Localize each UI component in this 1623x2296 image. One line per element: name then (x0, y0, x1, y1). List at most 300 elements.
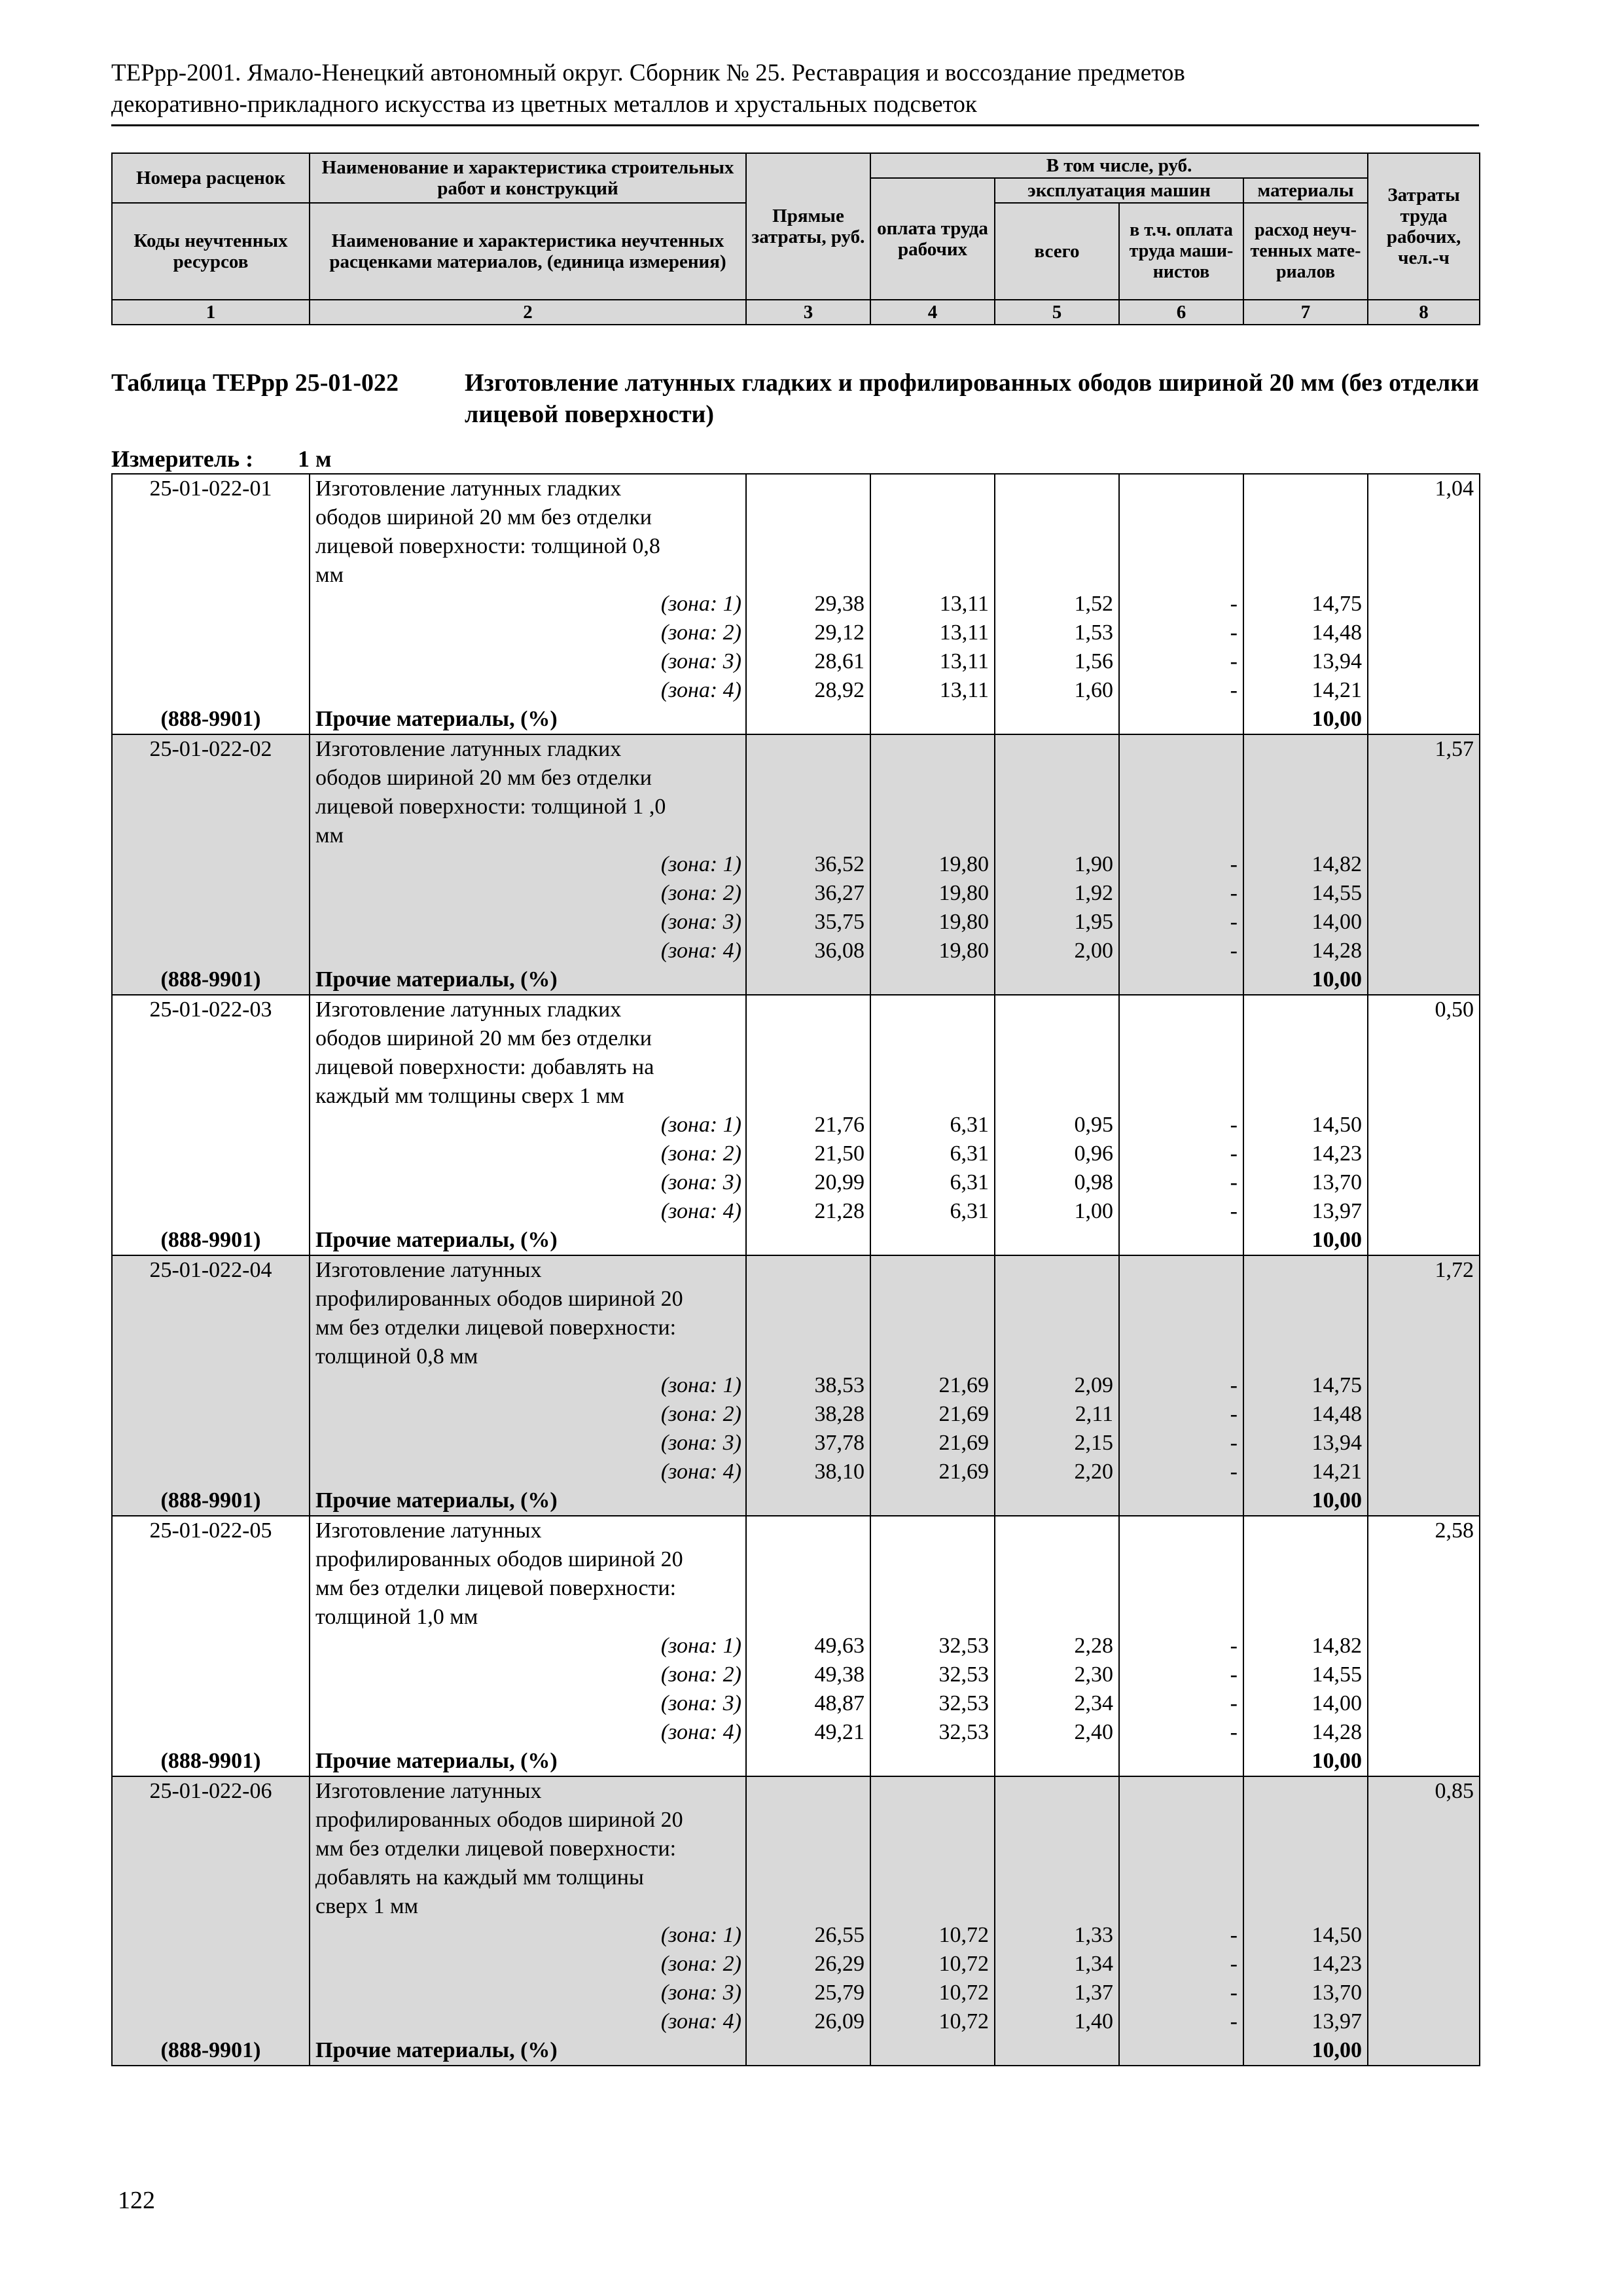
empty-cell (995, 2036, 1119, 2066)
empty-cell (995, 1053, 1119, 1082)
empty-cell (995, 1255, 1119, 1285)
materials-cost: 14,28 (1243, 1718, 1368, 1747)
direct-cost: 20,99 (746, 1168, 870, 1197)
empty-cell (1368, 1458, 1480, 1486)
zone-label: (зона: 2) (310, 879, 746, 908)
empty-cell (112, 1545, 310, 1574)
materials-cost: 14,75 (1243, 1371, 1368, 1400)
col-materials: материалы (1243, 178, 1368, 203)
other-materials-label: Прочие материалы, (%) (310, 705, 746, 734)
table-row (112, 647, 1480, 676)
table-row (112, 532, 1480, 561)
table-row (112, 1197, 1480, 1226)
empty-cell (1119, 793, 1243, 821)
empty-cell (112, 1400, 310, 1429)
machinist-wages: - (1119, 1371, 1243, 1400)
column-number: 8 (1368, 300, 1480, 325)
table-row (112, 1574, 1480, 1603)
machines-cost: 2,28 (995, 1632, 1119, 1660)
empty-cell (112, 1285, 310, 1314)
empty-cell (1368, 1197, 1480, 1226)
table-row (112, 965, 1480, 995)
empty-cell (870, 1024, 995, 1053)
empty-cell (1243, 474, 1368, 503)
rate-code: 25-01-022-06 (112, 1776, 310, 1806)
table-row (112, 850, 1480, 879)
materials-cost: 14,48 (1243, 1400, 1368, 1429)
wages-cost: 13,11 (870, 590, 995, 619)
col-materials-unaccounted: расход неуч-тенных мате-риалов (1243, 203, 1368, 300)
zone-label: (зона: 3) (310, 908, 746, 937)
table-row (112, 908, 1480, 937)
col-wages: оплата труда рабочих (870, 178, 995, 300)
empty-cell (746, 1255, 870, 1285)
empty-cell (1368, 619, 1480, 647)
table-row (112, 1314, 1480, 1342)
empty-cell (870, 1806, 995, 1835)
wages-cost: 6,31 (870, 1139, 995, 1168)
empty-cell (1368, 1574, 1480, 1603)
empty-cell (1243, 1314, 1368, 1342)
empty-cell (746, 474, 870, 503)
materials-cost: 14,28 (1243, 937, 1368, 965)
machines-cost: 2,11 (995, 1400, 1119, 1429)
direct-cost: 21,76 (746, 1111, 870, 1139)
direct-cost: 26,29 (746, 1950, 870, 1979)
zone-label: (зона: 2) (310, 1660, 746, 1689)
empty-cell (995, 1835, 1119, 1863)
empty-cell (995, 561, 1119, 590)
work-name-line: профилированных ободов шириной 20 (310, 1545, 746, 1574)
empty-cell (870, 1053, 995, 1082)
other-materials-value: 10,00 (1243, 1747, 1368, 1776)
empty-cell (995, 995, 1119, 1024)
document-header (111, 58, 1479, 120)
table-row (112, 1863, 1480, 1892)
empty-cell (746, 821, 870, 850)
table-row (112, 561, 1480, 590)
empty-cell (1119, 705, 1243, 734)
zone-label: (зона: 3) (310, 1689, 746, 1718)
machines-cost: 2,00 (995, 937, 1119, 965)
other-materials-value: 10,00 (1243, 965, 1368, 995)
col-machines: эксплуатация машин (995, 178, 1243, 203)
empty-cell (1119, 764, 1243, 793)
empty-cell (1368, 1660, 1480, 1689)
machines-cost: 1,92 (995, 879, 1119, 908)
empty-cell (746, 1024, 870, 1053)
empty-cell (1119, 1285, 1243, 1314)
materials-cost: 14,82 (1243, 1632, 1368, 1660)
empty-cell (995, 1486, 1119, 1516)
empty-cell (746, 734, 870, 764)
empty-cell (1368, 965, 1480, 995)
empty-cell (112, 1660, 310, 1689)
empty-cell (1368, 1689, 1480, 1718)
wages-cost: 6,31 (870, 1168, 995, 1197)
header-line-2: декоративно-прикладного искусства из цветных металлов и хрустальных подсветок (111, 91, 977, 118)
empty-cell (995, 1516, 1119, 1545)
empty-cell (746, 1486, 870, 1516)
table-row (112, 937, 1480, 965)
empty-cell (870, 1226, 995, 1255)
empty-cell (870, 793, 995, 821)
empty-cell (112, 1053, 310, 1082)
empty-cell (995, 1892, 1119, 1921)
resource-code: (888-9901) (112, 2036, 310, 2066)
empty-cell (1243, 1342, 1368, 1371)
table-row (112, 1718, 1480, 1747)
empty-cell (870, 1082, 995, 1111)
empty-cell (1368, 1718, 1480, 1747)
materials-cost: 13,70 (1243, 1979, 1368, 2007)
empty-cell (1368, 1139, 1480, 1168)
direct-cost: 28,92 (746, 676, 870, 705)
table-row (112, 1429, 1480, 1458)
empty-cell (1243, 1024, 1368, 1053)
empty-cell (1119, 1255, 1243, 1285)
page (111, 58, 1479, 2066)
empty-cell (1368, 793, 1480, 821)
header-line-1: ТЕРрр-2001. Ямало-Ненецкий автономный округ. Сборник № 25. Реставрация и воссоздание предметов (111, 60, 1185, 86)
materials-cost: 14,23 (1243, 1139, 1368, 1168)
table-row (112, 1776, 1480, 1806)
empty-cell (112, 1024, 310, 1053)
table-row (112, 705, 1480, 734)
wages-cost: 10,72 (870, 1979, 995, 2007)
empty-cell (1368, 1226, 1480, 1255)
empty-cell (1368, 1111, 1480, 1139)
work-name-line: сверх 1 мм (310, 1892, 746, 1921)
table-row (112, 995, 1480, 1024)
empty-cell (870, 1285, 995, 1314)
work-name-line: толщиной 0,8 мм (310, 1342, 746, 1371)
work-name-line: Изготовление латунных гладких (310, 734, 746, 764)
empty-cell (995, 793, 1119, 821)
machinist-wages: - (1119, 908, 1243, 937)
machinist-wages: - (1119, 1400, 1243, 1429)
machines-cost: 1,37 (995, 1979, 1119, 2007)
table-row (112, 1603, 1480, 1632)
empty-cell (870, 734, 995, 764)
empty-cell (112, 1168, 310, 1197)
machines-cost: 2,20 (995, 1458, 1119, 1486)
table-row (112, 1285, 1480, 1314)
empty-cell (112, 1139, 310, 1168)
empty-cell (1368, 1632, 1480, 1660)
empty-cell (1119, 1603, 1243, 1632)
empty-cell (1119, 1082, 1243, 1111)
empty-cell (995, 1024, 1119, 1053)
zone-label: (зона: 3) (310, 1168, 746, 1197)
empty-cell (995, 1226, 1119, 1255)
empty-cell (1243, 1285, 1368, 1314)
measure-label: Измеритель : (111, 446, 254, 472)
col-machines-total: всего (995, 203, 1119, 300)
empty-cell (112, 1458, 310, 1486)
table-row (112, 879, 1480, 908)
work-name-line: Изготовление латунных (310, 1516, 746, 1545)
empty-cell (1368, 1835, 1480, 1863)
empty-cell (1368, 1371, 1480, 1400)
table-row (112, 1516, 1480, 1545)
empty-cell (995, 474, 1119, 503)
empty-cell (112, 879, 310, 908)
machinist-wages: - (1119, 590, 1243, 619)
rate-code: 25-01-022-01 (112, 474, 310, 503)
table-row (112, 1458, 1480, 1486)
work-name-line: мм без отделки лицевой поверхности: (310, 1835, 746, 1863)
empty-cell (1119, 1226, 1243, 1255)
empty-cell (1368, 1979, 1480, 2007)
table-row (112, 1486, 1480, 1516)
col-machines-wages: в т.ч. оплата труда маши-нистов (1119, 203, 1243, 300)
other-materials-value: 10,00 (1243, 705, 1368, 734)
materials-cost: 13,94 (1243, 1429, 1368, 1458)
labor-cost: 1,04 (1368, 474, 1480, 503)
wages-cost: 19,80 (870, 937, 995, 965)
zone-label: (зона: 4) (310, 1718, 746, 1747)
empty-cell (1368, 1168, 1480, 1197)
wages-cost: 10,72 (870, 1921, 995, 1950)
zone-label: (зона: 2) (310, 1139, 746, 1168)
empty-cell (1119, 1863, 1243, 1892)
column-number: 2 (310, 300, 746, 325)
col-direct-costs: Прямые затраты, руб. (746, 153, 870, 300)
table-row (112, 1111, 1480, 1139)
empty-cell (870, 1892, 995, 1921)
machines-cost: 1,95 (995, 908, 1119, 937)
resource-code: (888-9901) (112, 965, 310, 995)
machinist-wages: - (1119, 647, 1243, 676)
empty-cell (1119, 1574, 1243, 1603)
empty-cell (1368, 1082, 1480, 1111)
direct-cost: 48,87 (746, 1689, 870, 1718)
empty-cell (1368, 1400, 1480, 1429)
machinist-wages: - (1119, 879, 1243, 908)
empty-cell (1119, 1516, 1243, 1545)
empty-cell (870, 1516, 995, 1545)
empty-cell (1368, 1863, 1480, 1892)
machines-cost: 1,52 (995, 590, 1119, 619)
empty-cell (112, 764, 310, 793)
machines-cost: 1,34 (995, 1950, 1119, 1979)
direct-cost: 36,52 (746, 850, 870, 879)
empty-cell (1119, 1024, 1243, 1053)
table-title-text: Изготовление латунных гладких и профилированных ободов шириной 20 мм (без отделки лицевой поверхности) (465, 369, 1479, 428)
empty-cell (746, 1226, 870, 1255)
empty-cell (112, 1603, 310, 1632)
machines-cost: 2,15 (995, 1429, 1119, 1458)
empty-cell (995, 1574, 1119, 1603)
empty-cell (1368, 821, 1480, 850)
zone-label: (зона: 1) (310, 1632, 746, 1660)
direct-cost: 25,79 (746, 1979, 870, 2007)
empty-cell (870, 561, 995, 590)
wages-cost: 13,11 (870, 676, 995, 705)
table-row (112, 1024, 1480, 1053)
materials-cost: 14,23 (1243, 1950, 1368, 1979)
machines-cost: 2,09 (995, 1371, 1119, 1400)
empty-cell (1368, 705, 1480, 734)
materials-cost: 14,55 (1243, 879, 1368, 908)
direct-cost: 49,21 (746, 1718, 870, 1747)
empty-cell (112, 647, 310, 676)
empty-cell (1243, 764, 1368, 793)
table-row (112, 1168, 1480, 1197)
labor-cost: 1,72 (1368, 1255, 1480, 1285)
empty-cell (112, 1718, 310, 1747)
empty-cell (746, 561, 870, 590)
wages-cost: 21,69 (870, 1371, 995, 1400)
work-name-line: Изготовление латунных гладких (310, 995, 746, 1024)
zone-label: (зона: 1) (310, 1111, 746, 1139)
empty-cell (112, 1979, 310, 2007)
zone-label: (зона: 4) (310, 1458, 746, 1486)
empty-cell (1368, 2036, 1480, 2066)
other-materials-value: 10,00 (1243, 2036, 1368, 2066)
empty-cell (1243, 995, 1368, 1024)
empty-cell (746, 1806, 870, 1835)
table-title (111, 367, 1479, 430)
table-row (112, 1892, 1480, 1921)
machinist-wages: - (1119, 850, 1243, 879)
machines-cost: 2,34 (995, 1689, 1119, 1718)
empty-cell (1243, 1863, 1368, 1892)
empty-cell (870, 1255, 995, 1285)
labor-cost: 2,58 (1368, 1516, 1480, 1545)
zone-label: (зона: 4) (310, 937, 746, 965)
empty-cell (870, 1747, 995, 1776)
machines-cost: 2,40 (995, 1718, 1119, 1747)
empty-cell (112, 908, 310, 937)
empty-cell (1243, 1545, 1368, 1574)
empty-cell (1368, 1285, 1480, 1314)
col-including: В том числе, руб. (870, 153, 1368, 178)
wages-cost: 19,80 (870, 908, 995, 937)
table-row (112, 1139, 1480, 1168)
table-row (112, 1747, 1480, 1776)
direct-cost: 21,28 (746, 1197, 870, 1226)
col-resource-codes: Коды неучтенных ресурсов (112, 203, 310, 300)
empty-cell (1243, 503, 1368, 532)
table-row (112, 1371, 1480, 1400)
empty-cell (112, 937, 310, 965)
empty-cell (112, 1574, 310, 1603)
table-row (112, 1632, 1480, 1660)
empty-cell (870, 995, 995, 1024)
work-name-line: Изготовление латунных (310, 1776, 746, 1806)
materials-cost: 14,50 (1243, 1111, 1368, 1139)
rate-code: 25-01-022-05 (112, 1516, 310, 1545)
empty-cell (1119, 474, 1243, 503)
zone-label: (зона: 3) (310, 1429, 746, 1458)
empty-cell (746, 532, 870, 561)
machinist-wages: - (1119, 1458, 1243, 1486)
empty-cell (1119, 532, 1243, 561)
work-name-line: мм (310, 561, 746, 590)
machinist-wages: - (1119, 1168, 1243, 1197)
work-name-line: профилированных ободов шириной 20 (310, 1806, 746, 1835)
table-row (112, 1400, 1480, 1429)
work-name-line: лицевой поверхности: толщиной 0,8 (310, 532, 746, 561)
machinist-wages: - (1119, 1689, 1243, 1718)
table-row (112, 1545, 1480, 1574)
empty-cell (870, 1574, 995, 1603)
empty-cell (746, 793, 870, 821)
empty-cell (746, 2036, 870, 2066)
work-name-line: лицевой поверхности: толщиной 1 ,0 (310, 793, 746, 821)
machines-cost: 1,40 (995, 2007, 1119, 2036)
other-materials-label: Прочие материалы, (%) (310, 1486, 746, 1516)
empty-cell (1368, 1747, 1480, 1776)
materials-cost: 13,97 (1243, 1197, 1368, 1226)
empty-cell (1119, 1892, 1243, 1921)
empty-cell (112, 1806, 310, 1835)
machinist-wages: - (1119, 937, 1243, 965)
empty-cell (995, 705, 1119, 734)
empty-cell (1368, 590, 1480, 619)
materials-cost: 14,00 (1243, 908, 1368, 937)
empty-cell (995, 1776, 1119, 1806)
resource-code: (888-9901) (112, 1747, 310, 1776)
column-number: 4 (870, 300, 995, 325)
empty-cell (746, 1285, 870, 1314)
empty-cell (746, 1603, 870, 1632)
table-number: Таблица ТЕРрр 25-01-022 (111, 369, 399, 397)
empty-cell (1243, 1053, 1368, 1082)
table-row (112, 734, 1480, 764)
empty-cell (112, 561, 310, 590)
empty-cell (870, 821, 995, 850)
column-header-table (111, 152, 1480, 325)
empty-cell (1119, 1486, 1243, 1516)
empty-cell (1119, 995, 1243, 1024)
empty-cell (1119, 2036, 1243, 2066)
table-row (112, 1979, 1480, 2007)
empty-cell (1119, 561, 1243, 590)
empty-cell (995, 1285, 1119, 1314)
empty-cell (995, 1603, 1119, 1632)
empty-cell (1119, 1747, 1243, 1776)
zone-label: (зона: 2) (310, 1950, 746, 1979)
rate-code: 25-01-022-02 (112, 734, 310, 764)
empty-cell (1368, 937, 1480, 965)
empty-cell (995, 1545, 1119, 1574)
wages-cost: 21,69 (870, 1400, 995, 1429)
empty-cell (112, 532, 310, 561)
empty-cell (1368, 1921, 1480, 1950)
work-name-line: ободов шириной 20 мм без отделки (310, 764, 746, 793)
empty-cell (112, 1082, 310, 1111)
empty-cell (870, 474, 995, 503)
machinist-wages: - (1119, 1718, 1243, 1747)
materials-cost: 14,50 (1243, 1921, 1368, 1950)
column-number: 6 (1119, 300, 1243, 325)
machinist-wages: - (1119, 2007, 1243, 2036)
empty-cell (870, 705, 995, 734)
empty-cell (870, 532, 995, 561)
empty-cell (1243, 1776, 1368, 1806)
wages-cost: 10,72 (870, 2007, 995, 2036)
empty-cell (1368, 1603, 1480, 1632)
empty-cell (1368, 1486, 1480, 1516)
column-number: 5 (995, 300, 1119, 325)
rates-body (112, 474, 1480, 2066)
direct-cost: 38,53 (746, 1371, 870, 1400)
table-row (112, 619, 1480, 647)
labor-cost: 0,85 (1368, 1776, 1480, 1806)
